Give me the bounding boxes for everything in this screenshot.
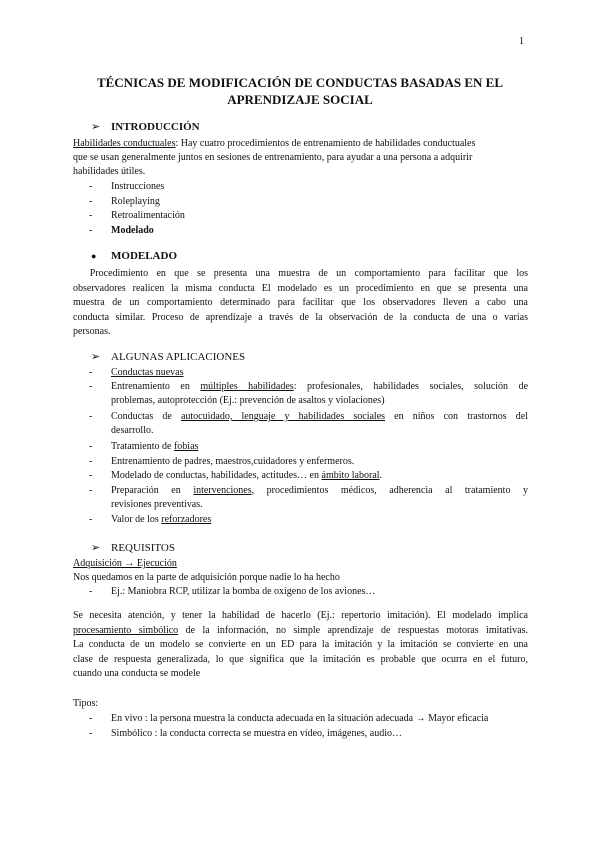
list-item-text: Retroalimentación	[111, 210, 185, 221]
list-item	[89, 366, 184, 380]
list-item	[89, 224, 154, 238]
list-item-text: En vivo : la persona muestra la conducta adecuada en la situación adecuada → Mayor eficacia	[111, 713, 489, 724]
paragraph-line: cuando una conducta se modele	[73, 668, 201, 679]
paragraph-line: Procedimiento en que se presenta una muestra de un comportamiento para facilitar que los	[73, 268, 528, 279]
arrow-bullet-icon: ➢	[91, 351, 101, 363]
dash-bullet-icon: -	[89, 411, 93, 422]
section-heading-requisitos	[91, 541, 175, 554]
dash-bullet-icon: -	[89, 196, 93, 207]
list-item	[89, 455, 355, 469]
page-number: 1	[519, 36, 524, 47]
modelado-heading-text: MODELADO	[111, 250, 177, 262]
dash-bullet-icon: -	[89, 181, 93, 192]
list-item-text: problemas, autoprotección (Ej.: prevención de asaltos y violaciones)	[111, 395, 385, 406]
arrow-bullet-icon: ➢	[91, 121, 101, 133]
section-heading-aplicaciones	[91, 350, 245, 363]
section-heading-intro	[91, 120, 200, 133]
paragraph-line: clase de respuesta generalizada, lo que significa que la imitación es probable que ocurra en el futuro,	[73, 653, 528, 665]
list-item	[89, 180, 165, 194]
arrow-bullet-icon: ➢	[91, 542, 101, 554]
list-item-text: Instrucciones	[111, 181, 165, 192]
intro-heading-text: INTRODUCCIÓN	[111, 120, 200, 133]
intro-term: Habilidades conductuales	[73, 138, 176, 149]
aplicaciones-heading-text: ALGUNAS APLICACIONES	[111, 350, 246, 363]
paragraph-line: muestra de un comportamiento determinado para facilitar que los observadores lleven a cabo una	[73, 297, 528, 308]
paragraph-line: Se necesita atención, y tener la habilidad de hacerlo (Ej.: repertorio imitación). El modelado implica	[73, 610, 528, 621]
intro-text: : Hay cuatro procedimientos de entrenamiento de habilidades conductuales	[175, 138, 476, 149]
list-item	[89, 440, 199, 454]
list-item-text: Conductas de	[111, 411, 181, 422]
underlined-term: procesamiento simbólico	[73, 624, 179, 636]
list-item	[89, 712, 489, 726]
list-item-text: Tratamiento de	[111, 441, 174, 452]
section-heading-modelado	[91, 250, 177, 262]
dash-bullet-icon: -	[89, 225, 93, 236]
list-item-underlined: reforzadores	[161, 514, 212, 525]
paragraph-line: observadores realicen la misma conducta El modelado es un procedimiento en que se presenta una	[73, 282, 528, 294]
list-item-text: , procedimientos médicos, adherencia al tratamiento y	[251, 485, 528, 496]
tipos-label: Tipos:	[73, 698, 99, 709]
dash-bullet-icon: -	[89, 728, 93, 739]
dash-bullet-icon: -	[89, 485, 93, 496]
document-title-line2: APRENDIZAJE SOCIAL	[227, 92, 373, 107]
list-item	[89, 513, 212, 527]
list-item-text: Entrenamiento en	[111, 381, 201, 392]
list-item-text: Roleplaying	[111, 196, 160, 207]
list-item	[89, 484, 528, 512]
subheading-text: Adquisición → Ejecución	[73, 558, 177, 569]
list-item-text: Conductas nuevas	[111, 367, 184, 378]
paragraph-line: personas.	[73, 326, 111, 337]
list-item-text: Preparación en	[111, 485, 194, 496]
list-item-text: Entrenamiento de padres, maestros,cuidadores y enfermeros.	[111, 456, 355, 467]
dash-bullet-icon: -	[89, 713, 93, 724]
requisitos-line1: Nos quedamos en la parte de adquisición porque nadie lo ha hecho	[73, 572, 340, 583]
list-item-underlined: fobias	[173, 441, 199, 452]
list-item	[89, 195, 160, 209]
requisitos-paragraph	[73, 609, 528, 682]
list-item	[89, 727, 403, 741]
list-item-underlined: autocuidado, lenguaje y habilidades sociales	[180, 411, 386, 422]
list-item-underlined: ámbito laboral	[321, 470, 380, 481]
list-item	[89, 380, 529, 408]
list-item	[89, 585, 376, 599]
dash-bullet-icon: -	[89, 441, 93, 452]
list-item-text: Modelado de conductas, habilidades, actitudes… en	[111, 470, 322, 481]
list-item-underlined: múltiples habilidades	[200, 381, 294, 392]
dash-bullet-icon: -	[89, 367, 93, 378]
dash-bullet-icon: -	[89, 470, 93, 481]
list-item-text: Ej.: Maniobra RCP, utilizar la bomba de oxígeno de los aviones…	[111, 586, 376, 597]
list-item-text: .	[379, 470, 383, 481]
list-item-text: desarrollo.	[111, 425, 154, 436]
intro-line1	[73, 137, 475, 151]
requisitos-heading-text: REQUISITOS	[111, 541, 175, 554]
dash-bullet-icon: -	[89, 514, 93, 525]
list-item	[89, 209, 185, 223]
list-item-text: Simbólico : la conducta correcta se muestra en vídeo, imágenes, audio…	[111, 728, 403, 739]
intro-line3: habilidades útiles.	[73, 166, 146, 177]
list-item-text: en niños con trastornos del	[385, 411, 529, 422]
dot-bullet-icon: ●	[91, 251, 97, 261]
requisitos-subheading	[73, 557, 177, 571]
list-item-text: Modelado	[111, 225, 154, 236]
paragraph-line	[73, 624, 528, 639]
dash-bullet-icon: -	[89, 586, 93, 597]
modelado-paragraph	[73, 267, 528, 340]
paragraph-line: conducta similar. Proceso de aprendizaje a través de la observación de la conducta de una o varias	[73, 311, 528, 323]
dash-bullet-icon: -	[89, 456, 93, 467]
document-title-line1: TÉCNICAS DE MODIFICACIÓN DE CONDUCTAS BASADAS EN EL	[96, 75, 504, 90]
list-item	[89, 469, 383, 483]
intro-line2: que se usan generalmente juntos en sesiones de entrenamiento, para ayudar a una persona a adquirir	[73, 152, 473, 163]
list-item-text: : profesionales, habilidades sociales, solución de	[293, 381, 529, 392]
paragraph-text: de la información, no simple aprendizaje de respuestas motoras imitativas.	[178, 624, 528, 636]
dash-bullet-icon: -	[89, 210, 93, 221]
dash-bullet-icon: -	[89, 381, 93, 392]
list-item-text: revisiones preventivas.	[111, 499, 203, 510]
paragraph-line: La conducta de un modelo se convierte en un ED para la imitación y la imitación se convierte en una	[73, 639, 528, 650]
list-item	[89, 410, 529, 438]
list-item-text: Valor de los	[111, 514, 162, 525]
list-item-underlined: intervenciones	[193, 485, 252, 496]
